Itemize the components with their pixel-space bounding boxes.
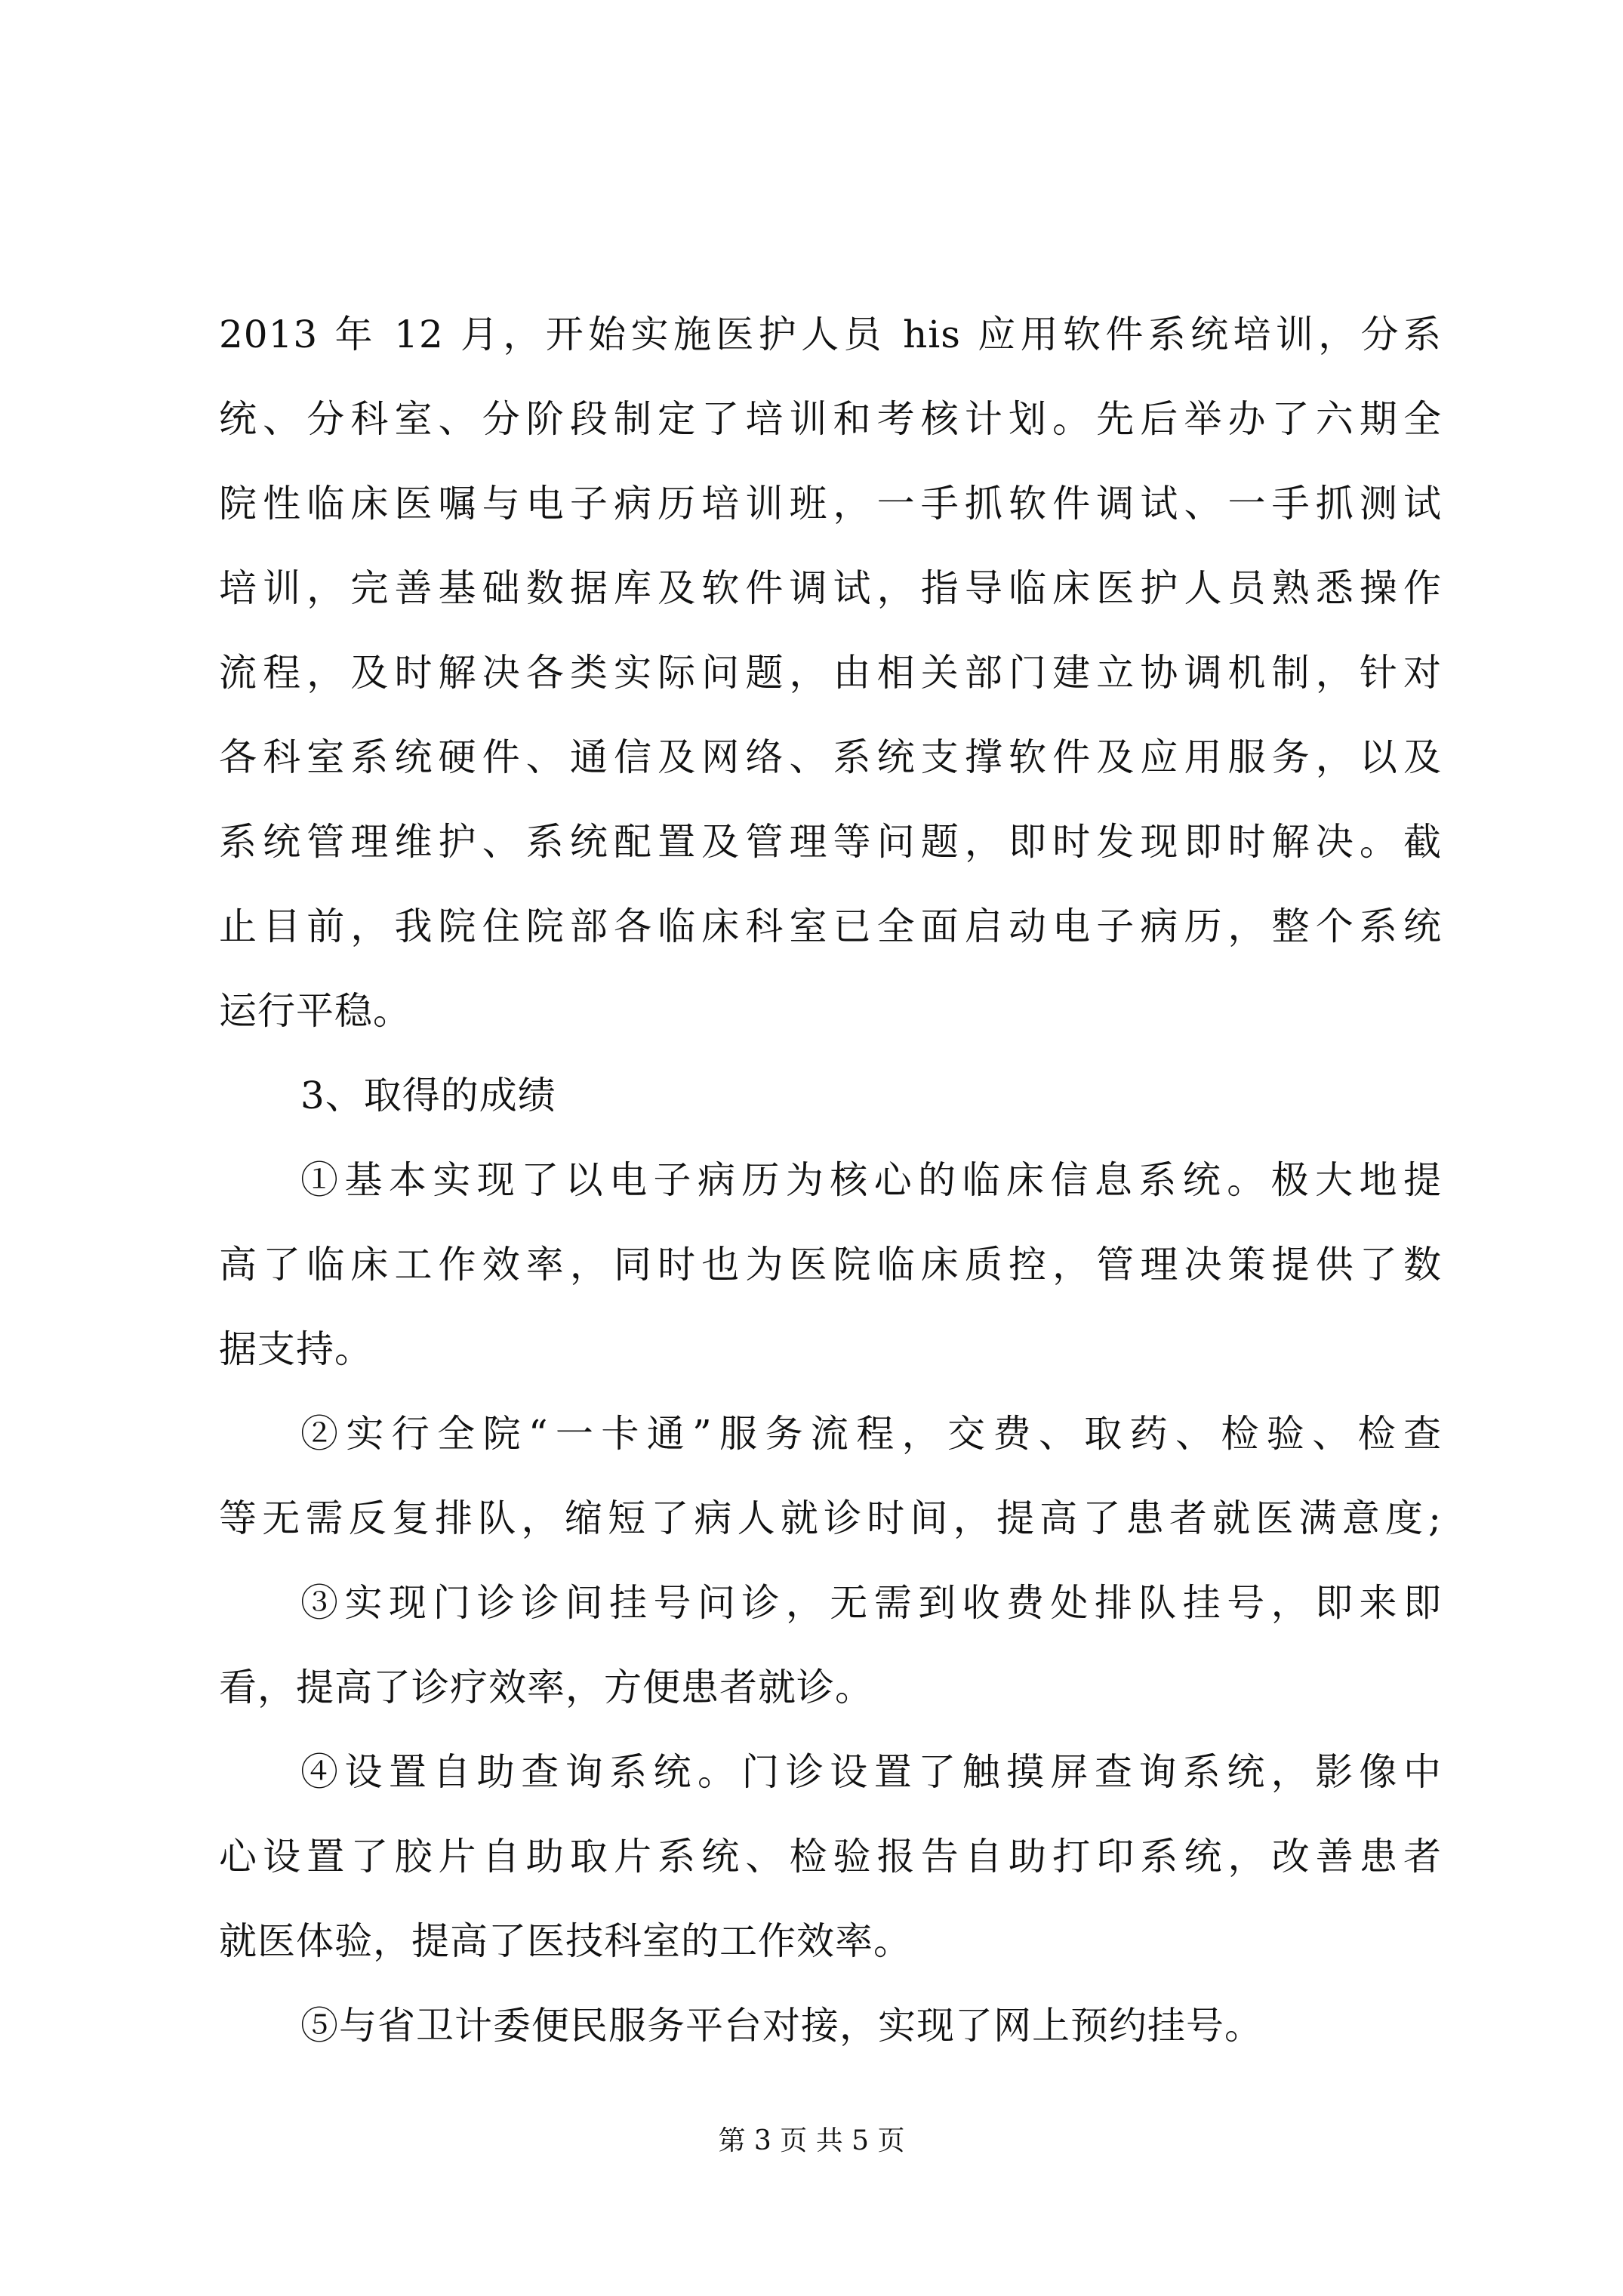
achievement-5-line-1: ⑤与省卫计委便民服务平台对接，实现了网上预约挂号。: [300, 2004, 1263, 2048]
paragraph-line-1: 2013 年 12 月，开始实施医护人员 his 应用软件系统培训，分系: [219, 313, 1442, 356]
achievement-2-line-1: ②实行全院“一卡通”服务流程，交费、取药、检验、检查: [300, 1412, 1442, 1456]
paragraph-line-4: 培训，完善基础数据库及软件调试，指导临床医护人员熟悉操作: [219, 566, 1442, 610]
achievement-2-line-2: 等无需反复排队，缩短了病人就诊时间，提高了患者就医满意度;: [219, 1496, 1442, 1540]
achievement-1-line-3: 据支持。: [219, 1327, 373, 1371]
paragraph-line-2: 统、分科室、分阶段制定了培训和考核计划。先后举办了六期全: [219, 397, 1442, 441]
paragraph-line-6: 各科室系统硬件、通信及网络、系统支撑软件及应用服务，以及: [219, 735, 1442, 779]
achievement-3-line-1: ③实现门诊诊间挂号问诊，无需到收费处排队挂号，即来即: [300, 1581, 1442, 1625]
page-number-footer: 第 3 页 共 5 页: [718, 2125, 905, 2156]
achievement-1-line-1: ①基本实现了以电子病历为核心的临床信息系统。极大地提: [300, 1158, 1442, 1202]
section-heading: 3、取得的成绩: [300, 1074, 556, 1117]
paragraph-line-8: 止目前，我院住院部各临床科室已全面启动电子病历，整个系统: [219, 905, 1442, 948]
paragraph-line-9: 运行平稳。: [219, 989, 411, 1033]
achievement-4-line-2: 心设置了胶片自助取片系统、检验报告自助打印系统，改善患者: [219, 1835, 1442, 1878]
achievement-1-line-2: 高了临床工作效率，同时也为医院临床质控，管理决策提供了数: [219, 1243, 1442, 1287]
achievement-4-line-3: 就医体验，提高了医技科室的工作效率。: [219, 1919, 912, 1963]
paragraph-line-7: 系统管理维护、系统配置及管理等问题，即时发现即时解决。截: [219, 820, 1442, 864]
achievement-4-line-1: ④设置自助查询系统。门诊设置了触摸屏查询系统，影像中: [300, 1750, 1442, 1794]
paragraph-line-5: 流程，及时解决各类实际问题，由相关部门建立协调机制，针对: [219, 651, 1442, 695]
achievement-3-line-2: 看，提高了诊疗效率，方便患者就诊。: [219, 1666, 873, 1709]
paragraph-line-3: 院性临床医嘱与电子病历培训班，一手抓软件调试、一手抓测试: [219, 482, 1442, 525]
